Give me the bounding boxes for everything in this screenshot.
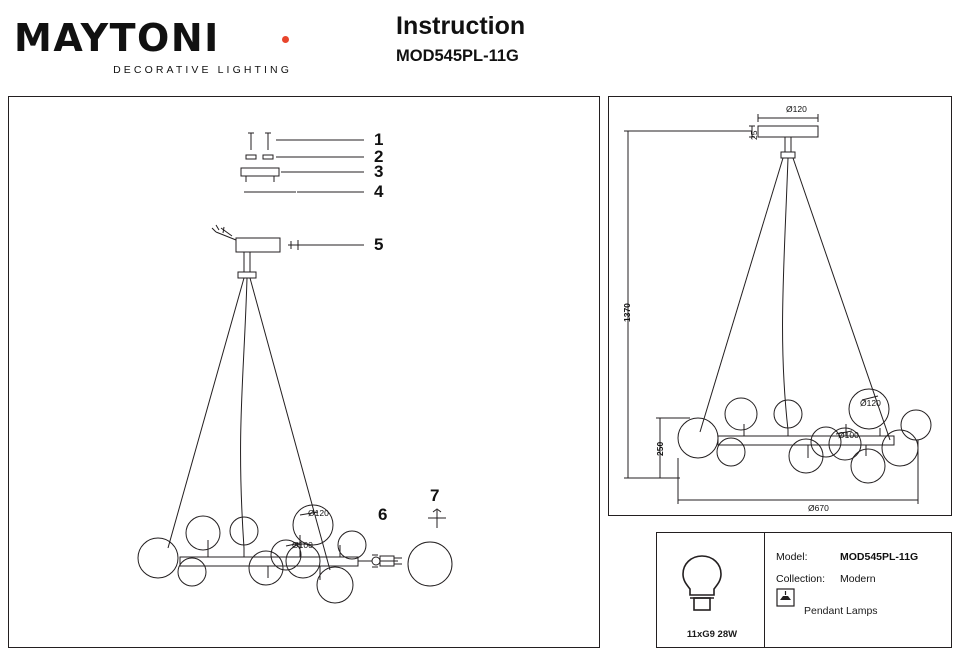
category-label: Pendant Lamps — [804, 605, 878, 617]
part-number-5: 5 — [374, 235, 384, 254]
part-number-7: 7 — [430, 486, 440, 505]
right-globe-large-dim: Ø120 — [860, 398, 881, 408]
info-value-collection: Modern — [840, 573, 876, 585]
total-height-dim: 1370 — [622, 303, 632, 322]
info-key-model: Model: — [776, 551, 808, 563]
part-number-1: 1 — [374, 130, 384, 149]
canopy-height-dim: 25 — [749, 130, 759, 140]
page-title: Instruction — [396, 12, 526, 40]
right-globe-small-dim: Ø100 — [838, 430, 859, 440]
left-globe-small-dim: Ø100 — [292, 540, 313, 550]
bulb-spec-label: 11xG9 28W — [686, 629, 738, 640]
category-row — [776, 600, 918, 622]
canopy-diameter-dim: Ø120 — [786, 104, 807, 114]
fixture-height-dim: 250 — [655, 441, 665, 456]
model-code: MOD545PL-11G — [396, 47, 519, 65]
part-number-2: 2 — [374, 147, 384, 166]
info-key-collection: Collection: — [776, 573, 826, 585]
part-number-4: 4 — [374, 182, 384, 201]
info-row-model — [776, 546, 918, 568]
brand-name: MAYTONI — [14, 16, 220, 60]
info-rows — [776, 546, 918, 622]
part-number-6: 6 — [378, 505, 388, 524]
brand-tagline: DECORATIVE LIGHTING — [113, 64, 292, 76]
product-info-content — [656, 532, 952, 648]
fixture-width-dim: Ø670 — [808, 503, 829, 513]
part-number-3: 3 — [374, 162, 384, 181]
left-globe-large-dim: Ø120 — [308, 508, 329, 518]
info-row-collection — [776, 568, 918, 590]
info-divider — [764, 532, 765, 648]
info-value-model: MOD545PL-11G — [840, 551, 919, 563]
